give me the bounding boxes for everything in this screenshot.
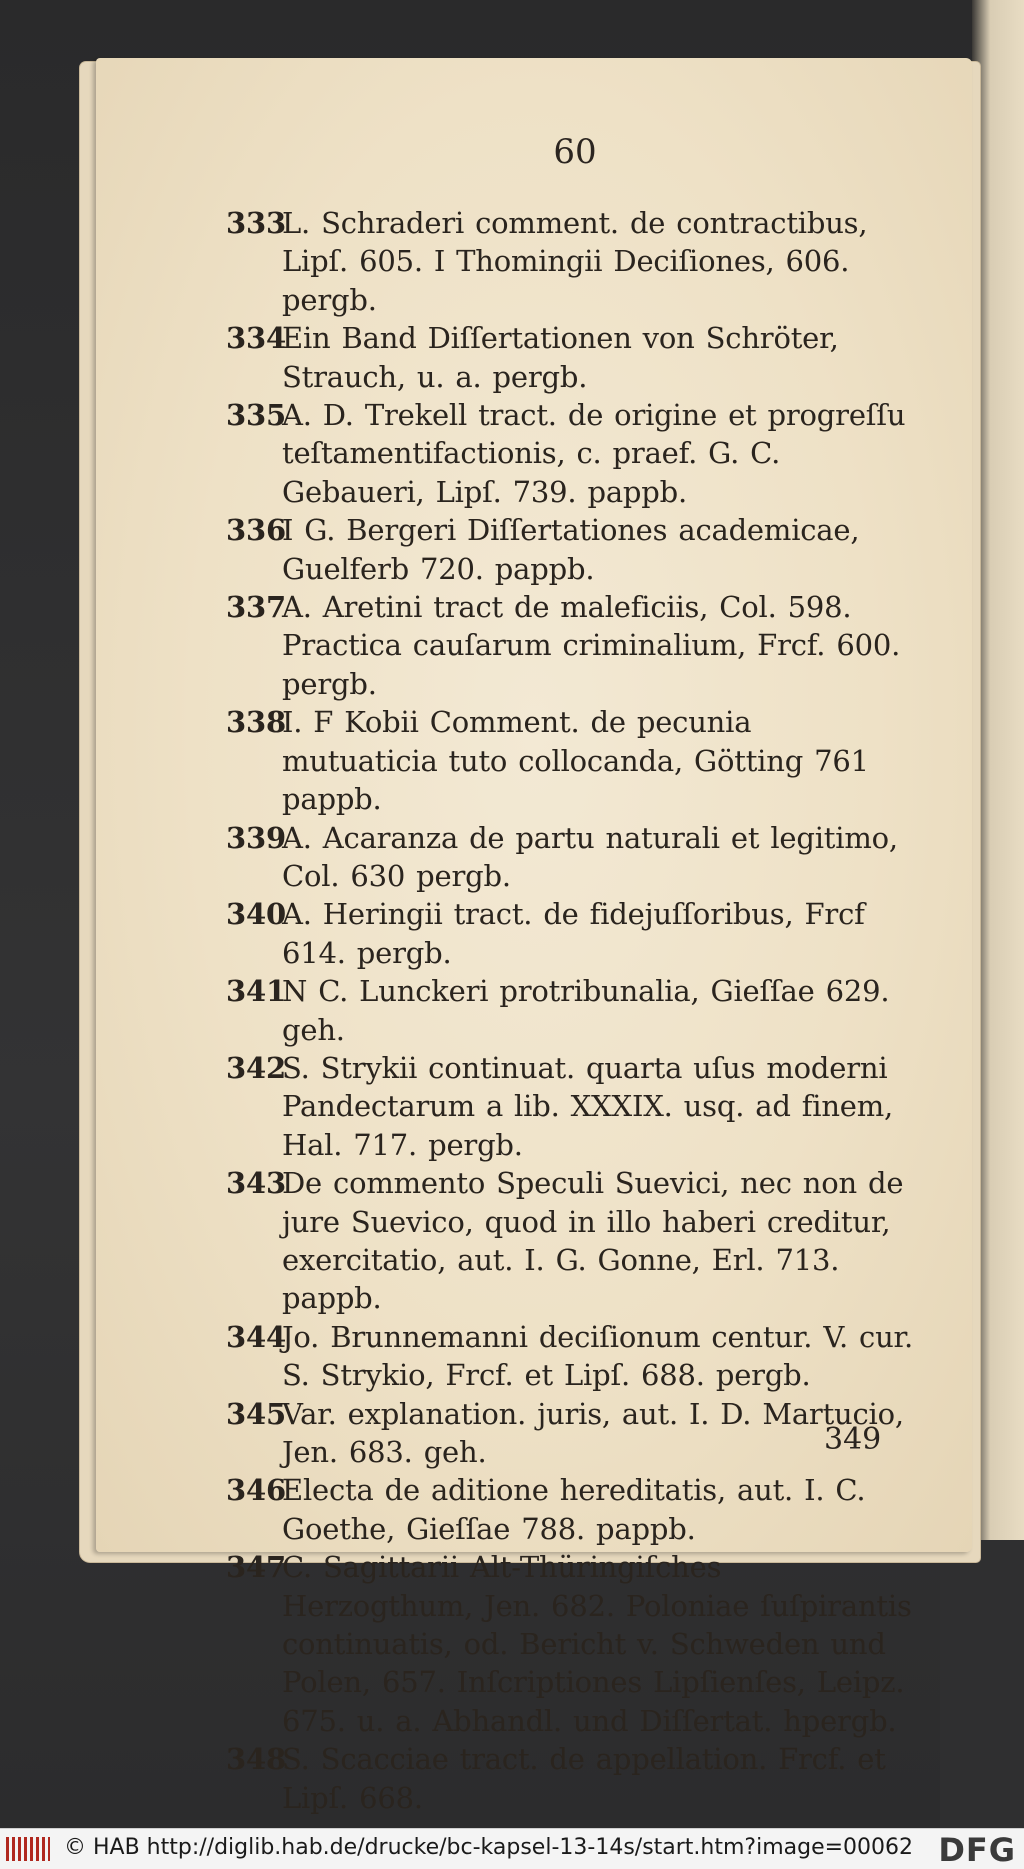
scan-shadow <box>940 1540 1024 1828</box>
entry-number: 334 <box>226 321 286 356</box>
catalog-entry <box>226 319 916 396</box>
page-number: 60 <box>553 132 597 172</box>
catalog-entry <box>226 1548 916 1740</box>
catalog-entry <box>226 1395 916 1472</box>
entry-number: 342 <box>226 1050 286 1085</box>
entry-text: Electa de aditione hereditatis, aut. I. C. Goethe, Gieſſae 788. pappb. <box>282 1473 866 1546</box>
catalog-entry <box>226 703 916 818</box>
entry-number: 343 <box>226 1166 286 1201</box>
catalog-entry <box>226 819 916 896</box>
entry-text: S. Scacciae tract. de appellation. Frcf. et Lipſ. 668. <box>282 1742 886 1815</box>
entry-number: 347 <box>226 1550 286 1585</box>
catalog-entry <box>226 1164 916 1318</box>
entry-text: L. Schraderi comment. de contractibus, Lipſ. 605. I Thomingii Deciſiones, 606. pergb. <box>282 206 868 317</box>
entry-text: C. Sagittarii Alt-Thüringiſches Herzogthum, Jen. 682. Poloniae ſuſpirantis continuatis, od. Bericht v. Schweden und Polen, 657. Inſcriptiones Lipſienſes, Leipz. 675. u. a. Abhandl. und Diſſertat. hpergb. <box>282 1550 912 1738</box>
entry-text: A. D. Trekell tract. de origine et progreſſu teſtamentifactionis, c. praef. G. C. Gebaueri, Lipſ. 739. pappb. <box>282 398 906 509</box>
catalog-entry <box>226 895 916 972</box>
catalog-entry <box>226 588 916 703</box>
entry-text: De commento Speculi Suevici, nec non de jure Suevico, quod in illo haberi creditur, exercitatio, aut. I. G. Gonne, Erl. 713. pappb. <box>282 1166 904 1316</box>
catalog-entry <box>226 204 916 319</box>
entry-text: A. Acaranza de partu naturali et legitimo, Col. 630 pergb. <box>282 820 898 893</box>
viewer-footer <box>0 1828 1024 1869</box>
entry-number: 339 <box>226 820 286 855</box>
catalog-entry <box>226 511 916 588</box>
entry-text: S. Strykii continuat. quarta uſus moderni Pandectarum a lib. XXXIX. usq. ad finem, Hal. 717. pergb. <box>282 1050 894 1162</box>
catalog-entry <box>226 1049 916 1164</box>
entry-number: 338 <box>226 705 286 740</box>
entry-text: A. Aretini tract de maleficiis, Col. 598. Practica cauſarum criminalium, Frcf. 600. pergb. <box>282 590 901 701</box>
entry-number: 346 <box>226 1473 286 1508</box>
entry-text: Var. explanation. juris, aut. I. D. Martucio, Jen. 683. geh. <box>282 1396 904 1469</box>
dfg-logo: DFG <box>938 1831 1016 1869</box>
catalog-entry <box>226 972 916 1049</box>
entry-number: 345 <box>226 1396 286 1431</box>
entry-number: 336 <box>226 513 286 548</box>
entry-text: I. F Kobii Comment. de pecunia mutuaticia tuto collocanda, Götting 761 pappb. <box>282 705 869 817</box>
entry-number: 348 <box>226 1742 286 1777</box>
catchword: 349 <box>824 1422 882 1457</box>
entry-number: 337 <box>226 590 286 625</box>
entry-number: 341 <box>226 974 286 1009</box>
entry-number: 333 <box>226 206 286 240</box>
catalog-entry <box>226 1471 916 1548</box>
entry-text: N C. Lunckeri protribunalia, Gieſſae 629. geh. <box>282 974 890 1047</box>
entry-number: 335 <box>226 398 286 433</box>
catalog-entry-list <box>226 204 916 1817</box>
catalog-entry <box>226 1740 916 1817</box>
catalog-entry <box>226 396 916 511</box>
entry-text: Jo. Brunnemanni deciſionum centur. V. cur. S. Strykio, Frcf. et Lipſ. 688. pergb. <box>282 1319 914 1393</box>
catalog-entry <box>226 1318 916 1395</box>
source-credit-link[interactable]: © HAB http://diglib.hab.de/drucke/bc-kapsel-13-14s/start.htm?image=00062 <box>64 1835 914 1860</box>
barcode-icon <box>6 1837 50 1861</box>
entry-number: 340 <box>226 897 286 932</box>
entry-text: I G. Bergeri Diſſertationes academicae, Guelferb 720. pappb. <box>282 513 860 586</box>
entry-number: 344 <box>226 1319 286 1354</box>
entry-text: Ein Band Diſſertationen von Schröter, Strauch, u. a. pergb. <box>282 321 839 394</box>
entry-text: A. Heringii tract. de fidejuſſoribus, Frcf 614. pergb. <box>282 897 865 970</box>
